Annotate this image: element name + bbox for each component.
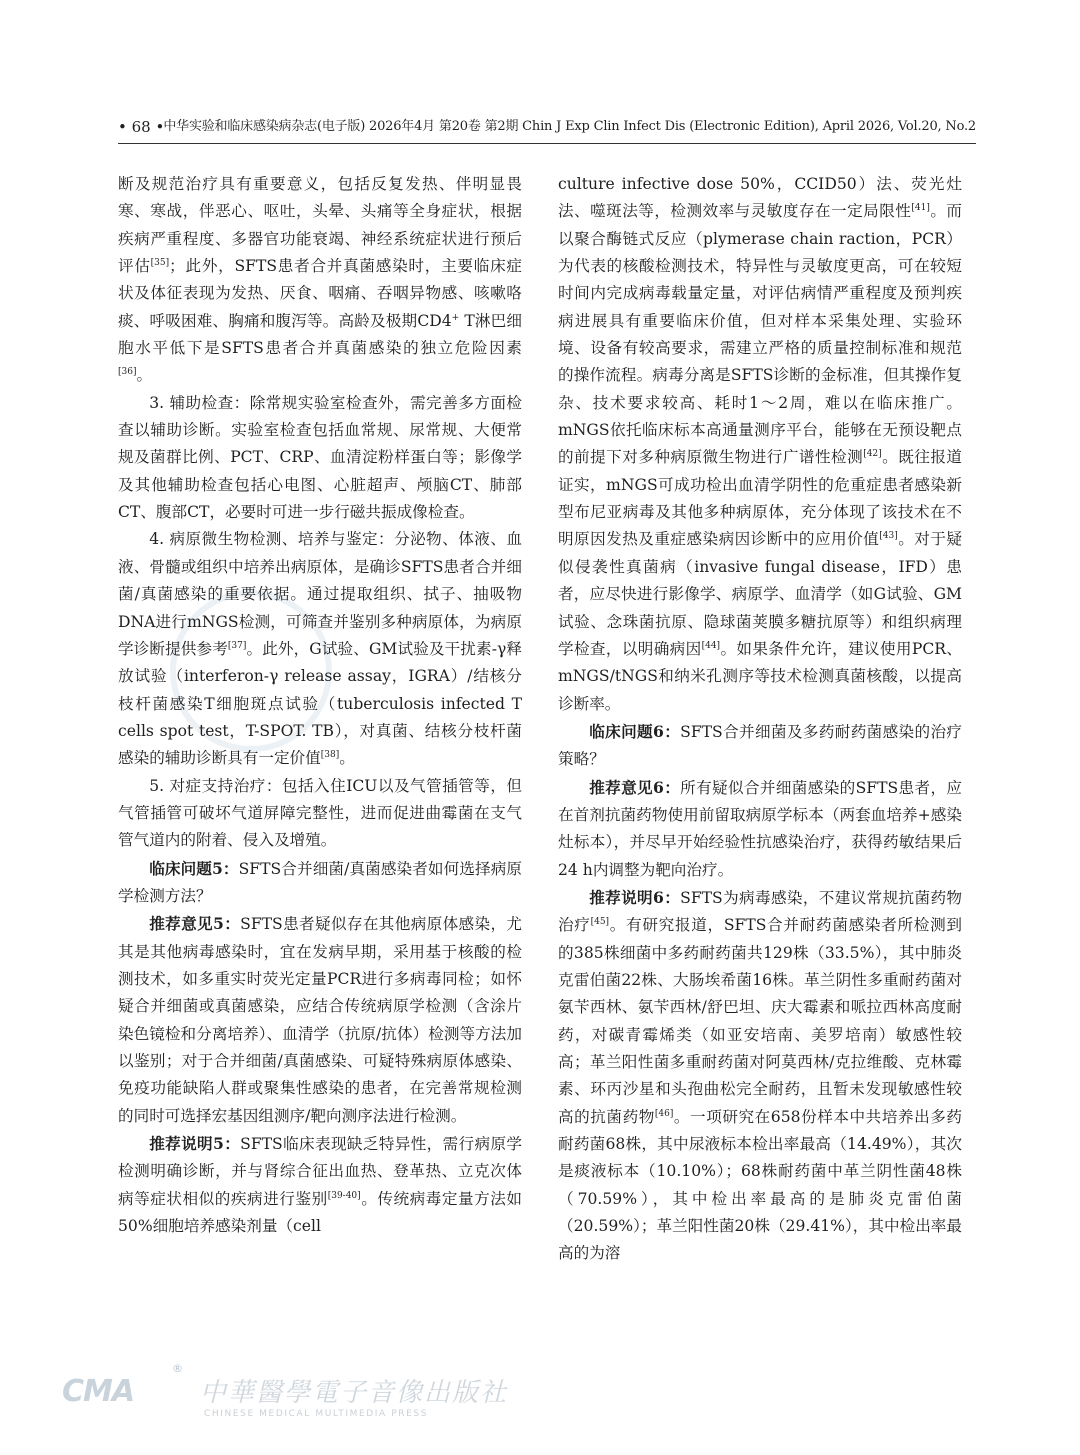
paragraph-text: 。而以聚合酶链式反应（plymerase chain raction，PCR）为代表的核酸检测技术，特异性与灵敏度更高，可在较短时间内完成病毒载量定量，对评估病情严重程度及预判疾病进展具有重要临床价值，但对样本采集处理、实验环境、设备有较高要求，需建立严格的质量控制标准和规范的操作流程。病毒分离是SFTS诊断的金标准，但其操作复杂、技术要求较高、耗时1～2周，难以在临床推广。mNGS依托临床标本高通量测序平台，能够在无预设靶点的前提下对多种病原微生物进行广谱性检测	[558, 202, 962, 467]
recommendation-6	[558, 774, 962, 884]
recommendation-text: 所有疑似合并细菌感染的SFTS患者，应在首剂抗菌药物使用前留取病原学标本（两套血培养+感染灶标本），并尽早开始经验性抗感染治疗，获得药敏结果后24 h内调整为靶向治疗。	[558, 778, 962, 879]
citation-ref: [39-40]	[327, 1190, 361, 1201]
left-column	[118, 171, 522, 1240]
paragraph-text: 。如果条件允许，建议使用PCR、mNGS/tNGS和纳米孔测序等技术检测真菌核酸，以提高诊断率。	[558, 639, 962, 713]
explanation-label: 推荐说明6：	[589, 887, 681, 907]
clinical-question-6	[558, 718, 962, 774]
recommendation-text: SFTS患者疑似存在其他病原体感染，尤其是其他病毒感染时，宜在发病早期，采用基于核酸的检测技术，如多重实时荧光定量PCR进行多病毒同检；如怀疑合并细菌或真菌感染，应结合传统病原学检测（含涂片染色镜检和分离培养）、血清学（抗原/抗体）检测等方法加以鉴别；对于合并细菌/真菌感染、可疑特殊病原体感染、免疫功能缺陷人群或聚集性感染的患者，在完善常规检测的同时可选择宏基因组测序/靶向测序法进行检测。	[118, 915, 522, 1125]
question-text: SFTS合并细菌及多药耐药菌感染的治疗策略？	[558, 722, 962, 769]
paragraph-text: 。	[339, 749, 355, 768]
registered-mark: ®	[172, 1362, 183, 1375]
citation-ref: [44]	[701, 640, 721, 651]
paragraph-text: 。此外，G试验、GM试验及干扰素-γ释放试验（interferon-γ release assay，IGRA）/结核分枝杆菌感染T细胞斑点试验（tuberculosis infected T cells spot test，T-SPOT. TB），对真菌、结核分枝杆菌感染的辅助诊断具有一定价值	[118, 639, 522, 768]
paragraph-text: 5. 对症支持治疗：包括入住ICU以及气管插管等，但气管插管可破坏气道屏障完整性，进而促进曲霉菌在支气管气道内的附着、侵入及增殖。	[118, 776, 522, 850]
clinical-question-5	[118, 855, 522, 911]
citation-ref: [42]	[863, 449, 882, 460]
question-label: 临床问题5：	[149, 858, 239, 878]
citation-ref: [35]	[150, 257, 170, 268]
right-column	[558, 171, 962, 1268]
explanation-text: SFTS临床表现缺乏特异性，需行病原学检测明确诊断，并与肾综合征出血热、登革热、立克次体病等症状相似的疾病进行鉴别	[118, 1135, 522, 1208]
paragraph-text: culture infective dose 50%，CCID50）法、荧光灶法、噬斑法等，检测效率与灵敏度存在一定局限性	[558, 175, 962, 221]
paragraph-text: T淋巴细胞水平低下是SFTS患者合并真菌感染的独立危险因素	[118, 311, 522, 358]
publisher-name-en: CHINESE MEDICAL MULTIMEDIA PRESS	[204, 1409, 429, 1419]
paragraph-text: 4. 病原微生物检测、培养与鉴定：分泌物、体液、血液、骨髓或组织中培养出病原体，是确诊SFTS患者合并细菌/真菌感染的重要依据。通过提取组织、拭子、抽吸物DNA进行mNGS检测，可筛查并鉴别多种病原体，为病原学诊断提供参考	[118, 530, 522, 658]
explanation-text: 。有研究报道，SFTS合并耐药菌感染者所检测到的385株细菌中多药耐药菌共129株（33.5%），其中肺炎克雷伯菌22株、大肠埃希菌16株。革兰阴性多重耐药菌对氨苄西林、氨苄西林/舒巴坦、庆大霉素和哌拉西林高度耐药，对碳青霉烯类（如亚安培南、美罗培南）敏感性较高；革兰阳性菌多重耐药菌对阿莫西林/克拉维酸、克林霉素、环丙沙星和头孢曲松完全耐药，且暂未发现敏感性较高的抗菌药物	[558, 916, 962, 1126]
explanation-label: 推荐说明5：	[149, 1134, 241, 1154]
recommendation-5	[118, 910, 522, 1130]
paragraph-pathogen-detection	[118, 526, 522, 772]
recommendation-label: 推荐意见5：	[149, 914, 241, 934]
paragraph-detection-methods	[558, 171, 962, 718]
citation-ref: [37]	[227, 640, 247, 651]
page-number: • 68 •	[118, 118, 165, 136]
citation-ref: [43]	[879, 531, 898, 542]
question-label: 临床问题6：	[589, 721, 681, 741]
question-text: SFTS合并细菌/真菌感染者如何选择病原学检测方法？	[118, 859, 522, 905]
paragraph-text: ；此外，SFTS患者合并真菌感染时，主要临床症状及体征表现为发热、厌食、咽痛、吞咽异物感、咳嗽咯痰、呼吸困难、胸痛和腹泻等。高龄及极期CD4	[118, 257, 522, 330]
logo-text: CMA	[62, 1374, 135, 1409]
recommendation-explanation-5	[118, 1130, 522, 1240]
publisher-name-cn: 中華醫學電子音像出版社	[200, 1378, 509, 1408]
explanation-text: 。一项研究在658份样本中共培养出多药耐药菌68株，其中尿液标本检出率最高（14.49%），其次是痰液标本（10.10%）；68株耐药菌中革兰阴性菌48株（70.59%），其中检出率最高的是肺炎克雷伯菌（20.59%）；革兰阳性菌20株（29.41%），其中检出率最高的为溶	[558, 1107, 962, 1263]
citation-ref: [36]	[118, 367, 137, 378]
recommendation-label: 推荐意见6：	[589, 777, 681, 797]
citation-ref: [41]	[911, 203, 930, 214]
paragraph-text: 。既往报道证实，mNGS可成功检出血清学阴性的危重症患者感染新型布尼亚病毒及其他多种病原体，充分体现了该技术在不明原因发热及重症感染病因诊断中的应用价值	[558, 448, 962, 549]
paragraph-text: 。	[136, 366, 153, 385]
citation-ref: [38]	[320, 750, 340, 761]
paragraph-text: 3. 辅助检查：除常规实验室检查外，需完善多方面检查以辅助诊断。实验室检查包括血常规、尿常规、大便常规及菌群比例、PCT、CRP、血清淀粉样蛋白等；影像学及其他辅助检查包括心电图、心脏超声、颅脑CT、肺部CT、腹部CT，必要时可进一步行磁共振成像检查。	[118, 393, 522, 522]
explanation-text: SFTS为病毒感染，不建议常规抗菌药物治疗	[558, 888, 962, 935]
superscript-plus: +	[451, 312, 460, 323]
citation-ref: [46]	[654, 1108, 674, 1119]
paragraph-text: 断及规范治疗具有重要意义，包括反复发热、伴明显畏寒、寒战，伴恶心、呕吐，头晕、头痛等全身症状，根据疾病严重程度、多器官功能衰竭、神经系统症状进行预后评估	[118, 175, 522, 276]
journal-citation-line: 中华实验和临床感染病杂志(电子版) 2026年4月 第20卷 第2期 Chin J Exp Clin Infect Dis (Electronic Edition), April 2026, Vol.20, No.2	[163, 119, 976, 134]
header-rule	[118, 143, 976, 144]
cma-logo-icon	[62, 1362, 183, 1418]
paragraph-symptoms	[118, 171, 522, 390]
citation-ref: [45]	[590, 917, 610, 928]
paragraph-auxiliary-exam	[118, 390, 522, 527]
running-header	[118, 116, 976, 138]
paragraph-supportive-treatment	[118, 773, 522, 855]
paragraph-text: 。对于疑似侵袭性真菌病（invasive fungal disease，IFD）患者，应尽快进行影像学、病原学、血清学（如G试验、GM试验、念珠菌抗原、隐球菌荚膜多糖抗原等）和组织病理学检查，以明确病因	[558, 530, 962, 658]
recommendation-explanation-6	[558, 884, 962, 1268]
explanation-text: 。传统病毒定量方法如50%细胞培养感染剂量（cell	[118, 1189, 522, 1236]
